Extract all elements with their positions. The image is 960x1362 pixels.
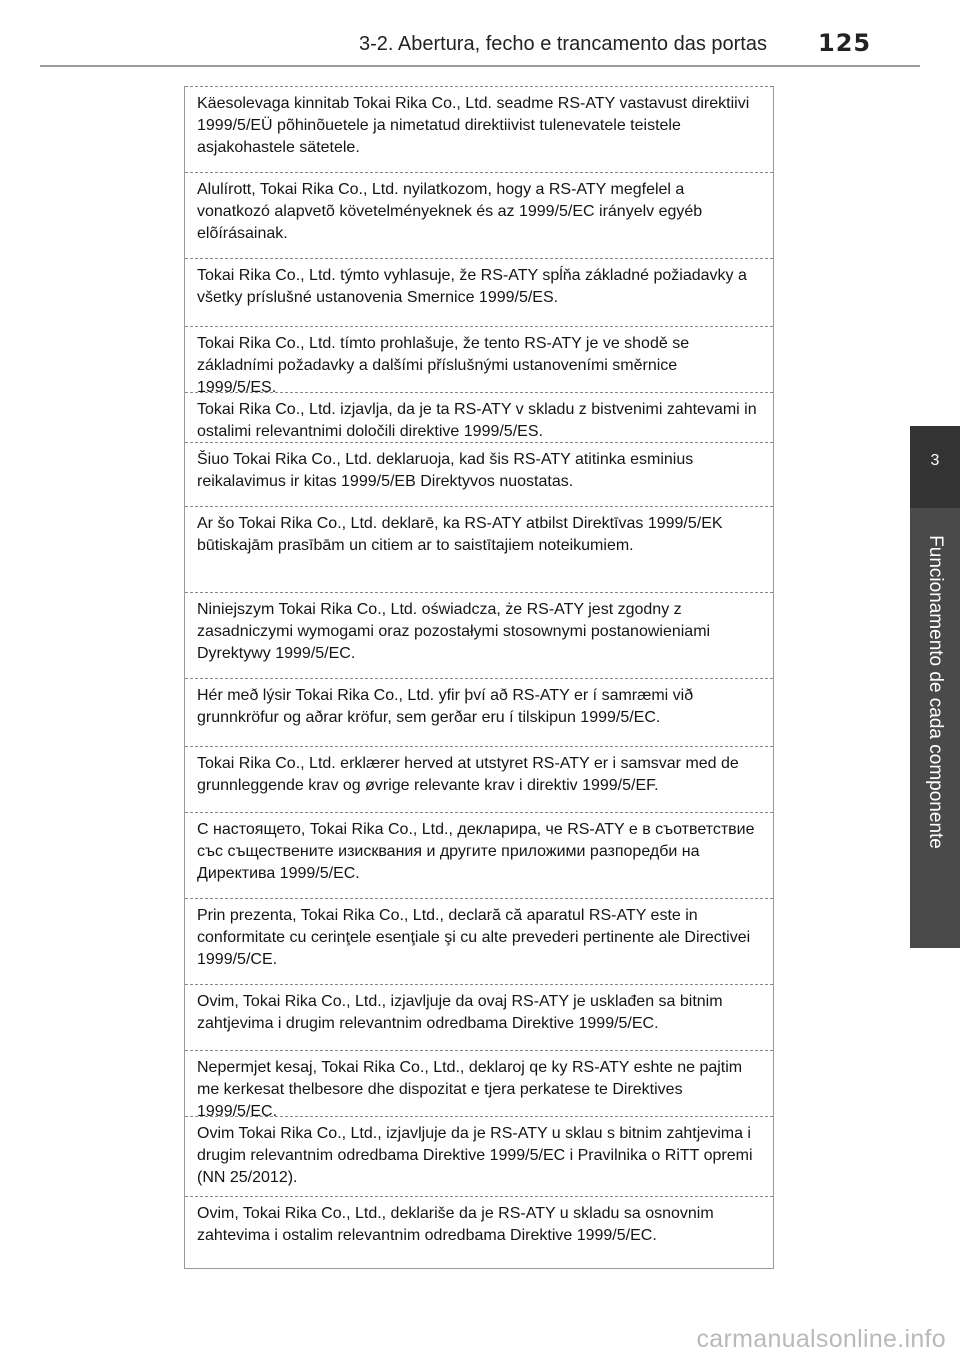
watermark: carmanualsonline.info [696, 1325, 946, 1353]
declarations-table [184, 86, 774, 1269]
declaration-slovak: Tokai Rika Co., Ltd. týmto vyhlasuje, že RS-ATY spĺňa základné požiadavky a všetky príslušné ustanovenia Smernice 1999/5/ES. [185, 258, 773, 326]
declaration-lithuanian: Šiuo Tokai Rika Co., Ltd. deklaruoja, kad šis RS-ATY atitinka esminius reikalavimus ir kitas 1999/5/EB Direktyvos nuostatas. [185, 442, 773, 506]
declaration-bulgarian: С настоящето, Tokai Rika Co., Ltd., декларира, че RS-ATY е в съответствие със съществените изисквания и другите приложими разпоредби на Директива 1999/5/EC. [185, 812, 773, 898]
chapter-tab: 3 [910, 426, 960, 508]
declaration-polish: Niniejszym Tokai Rika Co., Ltd. oświadcza, że RS-ATY jest zgodny z zasadniczymi wymogami oraz pozostałymi stosownymi postanowieniami Dyrektywy 1999/5/EC. [185, 592, 773, 678]
declaration-norwegian: Tokai Rika Co., Ltd. erklærer herved at utstyret RS-ATY er i samsvar med de grunnleggende krav og øvrige relevante krav i direktiv 1999/5/EF. [185, 746, 773, 812]
declaration-romanian: Prin prezenta, Tokai Rika Co., Ltd., declară că aparatul RS-ATY este in conformitate cu cerinţele esenţiale şi cu alte prevederi pertinente ale Directivei 1999/5/CE. [185, 898, 773, 984]
declaration-hungarian: Alulírott, Tokai Rika Co., Ltd. nyilatkozom, hogy a RS-ATY megfelel a vonatkozó alapvetõ követelményeknek és az 1999/5/EC irányelv egyéb elõírásainak. [185, 172, 773, 258]
declaration-serbian: Ovim, Tokai Rika Co., Ltd., deklariše da je RS-ATY u skladu sa osnovnim zahtevima i ostalim relevantnim odredbama Direktive 1999/5/EC. [185, 1196, 773, 1268]
declaration-croatian: Ovim Tokai Rika Co., Ltd., izjavljuje da je RS-ATY u sklau s bitnim zahtjevima i drugim relevantnim odredbama Direktive 1999/5/EC i Pravilnika o RiTT opremi (NN 25/2012). [185, 1116, 773, 1196]
declaration-albanian: Nepermjet kesaj, Tokai Rika Co., Ltd., deklaroj qe ky RS-ATY eshte ne pajtim me kerkesat thelbesore dhe dispozitat e tjera perkatese te Direktives 1999/5/EC. [185, 1050, 773, 1116]
declaration-bosnian: Ovim, Tokai Rika Co., Ltd., izjavljuje da ovaj RS-ATY je usklađen sa bitnim zahtjevima i drugim relevantnim odredbama Direktive 1999/5/EC. [185, 984, 773, 1050]
declaration-icelandic: Hér með lýsir Tokai Rika Co., Ltd. yfir því að RS-ATY er í samræmi við grunnkröfur og aðrar kröfur, sem gerðar eru í tilskipun 1999/5/EC. [185, 678, 773, 746]
page-number: 125 [818, 29, 872, 57]
declaration-slovenian: Tokai Rika Co., Ltd. izjavlja, da je ta RS-ATY v skladu z bistvenimi zahtevami in ostalimi relevantnimi določili direktive 1999/5/ES. [185, 392, 773, 442]
declaration-czech: Tokai Rika Co., Ltd. tímto prohlašuje, že tento RS-ATY je ve shodě se základními požadavky a dalšími příslušnými ustanoveními směrnice 1999/5/ES. [185, 326, 773, 392]
section-title: 3-2. Abertura, fecho e trancamento das portas [358, 33, 767, 55]
chapter-title: Funcionamento de cada componente [925, 535, 946, 849]
page-header [0, 0, 960, 66]
declaration-estonian: Käesolevaga kinnitab Tokai Rika Co., Ltd. seadme RS-ATY vastavust direktiivi 1999/5/EÜ põhinõuetele ja nimetatud direktiivist tulenevatele teistele asjakohastele sätetele. [185, 86, 773, 172]
declaration-latvian: Ar šo Tokai Rika Co., Ltd. deklarē, ka RS-ATY atbilst Direktīvas 1999/5/EK būtiskajām prasībām un citiem ar to saistītajiem noteikumiem. [185, 506, 773, 592]
header-divider [40, 65, 920, 67]
